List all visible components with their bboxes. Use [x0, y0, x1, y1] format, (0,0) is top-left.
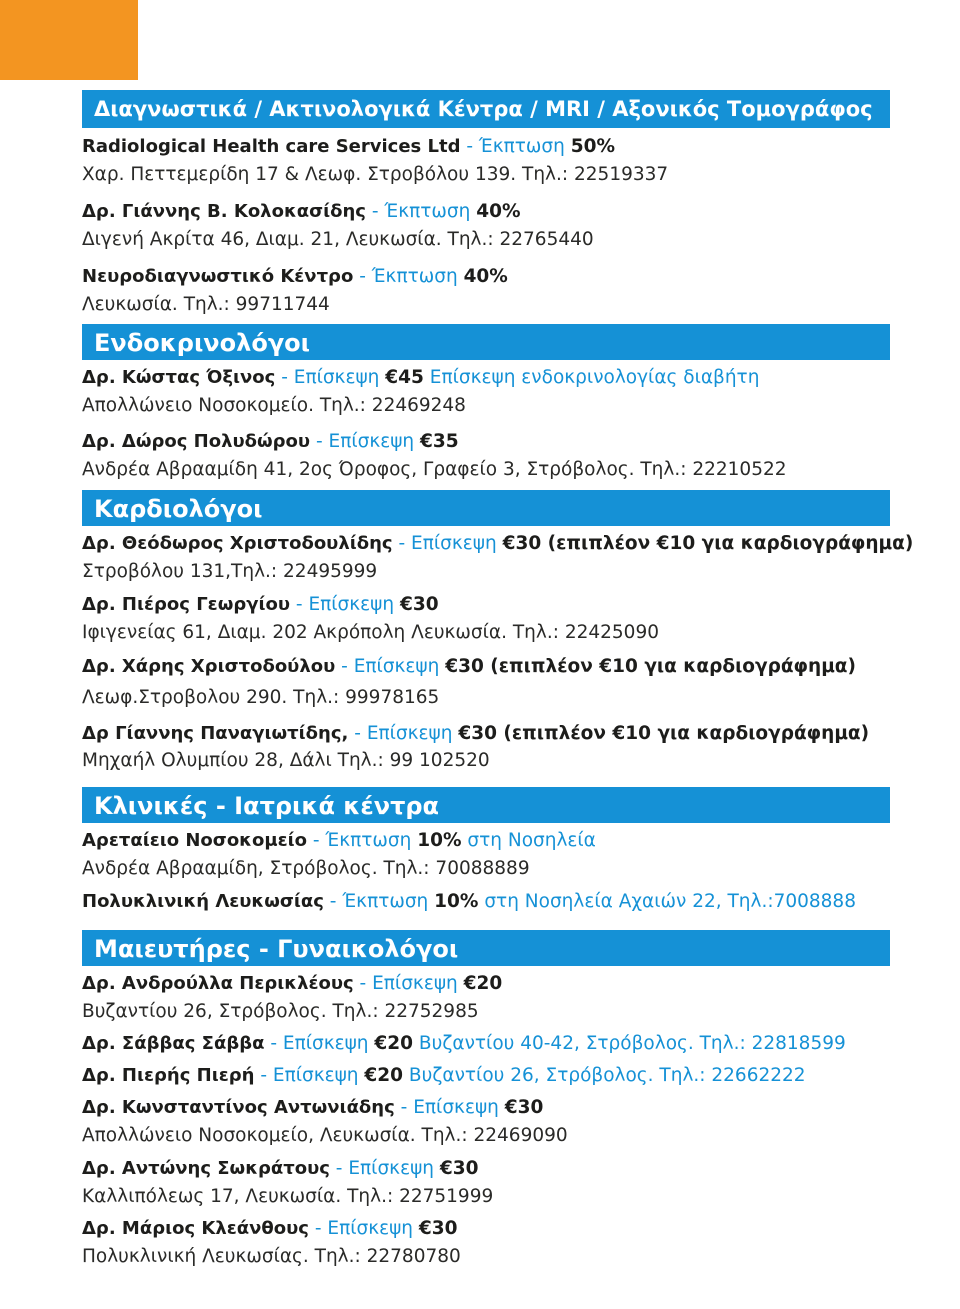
entry-sep: -: [353, 973, 373, 994]
entry-desc: Επίσκεψη: [366, 723, 459, 744]
entry-line: [82, 367, 890, 395]
entry-sep: -: [264, 1033, 283, 1054]
entry-desc: Έκπτωση: [384, 201, 477, 222]
entry-amount: €30: [439, 1158, 479, 1179]
entry-address: Απολλώνειο Νοσοκομείο, Λευκωσία. Τηλ.: 22469090: [82, 1125, 568, 1146]
entry-name: Δρ. Ανδρούλλα Περικλέους: [82, 973, 354, 994]
entry-line: [82, 533, 914, 561]
orange-corner-tab: [0, 0, 138, 80]
section-header-cardiologists: Καρδιολόγοι: [82, 490, 890, 526]
entry-address: Ιφιγενείας 61, Διαμ. 202 Ακρόπολη Λευκωσία. Τηλ.: 22425090: [82, 622, 659, 643]
entry-desc: Επίσκεψη: [308, 594, 400, 615]
entry-name: Δρ. Αντώνης Σωκράτους: [82, 1158, 330, 1179]
section-header-diagnostics: Διαγνωστικά / Ακτινολογικά Κέντρα / MRI / Αξονικός Τομογράφος: [82, 90, 890, 128]
entry-name: Δρ. Κώστας Όξινος: [82, 367, 276, 388]
entry-line: [82, 1218, 890, 1246]
entry-desc: Επίσκεψη: [272, 1065, 365, 1086]
entry-name: Αρεταίειο Νοσοκομείο: [82, 830, 307, 851]
entry-name: Δρ. Σάββας Σάββα: [82, 1033, 265, 1054]
entry-name: Δρ Γίαννης Παναγιωτίδης,: [82, 723, 349, 744]
entry-sep: -: [308, 1218, 328, 1239]
entry-amount: €30 (επιπλέον €10 για καρδιογράφημα): [502, 533, 914, 554]
entry-name: Δρ. Πιερής Πιερή: [82, 1065, 255, 1086]
entry-address: Ανδρέα Αβρααμίδη 41, 2ος Όροφος, Γραφείο 3, Στρόβολος. Τηλ.: 22210522: [82, 459, 787, 480]
entry-line: [82, 1033, 890, 1065]
entry-sep: -: [275, 367, 294, 388]
entry-amount: 40%: [476, 201, 521, 222]
entry-desc: Επίσκεψη: [413, 1097, 505, 1118]
entry-address: Λευκωσία. Τηλ.: 99711744: [82, 294, 330, 315]
section-header-endocrinologists: Ενδοκρινολόγοι: [82, 324, 890, 360]
entry-desc: Επίσκεψη: [328, 431, 421, 452]
entry-sep: -: [329, 1158, 349, 1179]
entry-line: [82, 973, 890, 1001]
entry-name: Δρ. Χάρης Χριστοδούλου: [82, 656, 336, 677]
entry-extra: Επίσκεψη ενδοκρινολογίας διαβήτη: [423, 367, 760, 388]
entry-extra: Βυζαντίου 40-42, Στρόβολος. Τηλ.: 22818599: [413, 1033, 846, 1054]
entry-name: Πολυκλινική Λευκωσίας: [82, 891, 324, 912]
entry-sep: -: [394, 1097, 414, 1118]
entry-line: [82, 431, 890, 459]
entry-name: Δρ. Μάριος Κλεάνθους: [82, 1218, 309, 1239]
entry-sep: -: [323, 891, 343, 912]
entry-line: [82, 830, 890, 858]
entry-extra: Βυζαντίου 26, Στρόβολος. Τηλ.: 22662222: [403, 1065, 806, 1086]
entry-sep: -: [306, 830, 326, 851]
entry-sep: -: [290, 594, 309, 615]
entry-address: Διγενή Ακρίτα 46, Διαμ. 21, Λευκωσία. Τηλ.: 22765440: [82, 229, 594, 250]
entry-amount: €30: [400, 594, 439, 615]
entry-line: [82, 594, 890, 622]
entry-amount: €20: [374, 1033, 414, 1054]
entry-desc: Έκπτωση: [325, 830, 418, 851]
entry-line: [82, 201, 890, 229]
entry-line: [82, 1158, 890, 1186]
entry-desc: Έκπτωση: [342, 891, 435, 912]
entry-address: Ανδρέα Αβρααμίδη, Στρόβολος. Τηλ.: 70088889: [82, 858, 530, 879]
entry-desc: Επίσκεψη: [372, 973, 464, 994]
entry-address: Πολυκλινική Λευκωσίας. Τηλ.: 22780780: [82, 1246, 461, 1267]
entry-line: [82, 891, 890, 930]
entry-extra: στη Νοσηλεία Αχαιών 22, Τηλ.:7008888: [478, 891, 856, 912]
entry-desc: Επίσκεψη: [348, 1158, 440, 1179]
entry-address: Στροβόλου 131,Τηλ.: 22495999: [82, 561, 378, 582]
entry-line: [82, 1097, 890, 1125]
entry-amount: €20: [463, 973, 503, 994]
entry-sep: -: [348, 723, 367, 744]
entry-address: Καλλιπόλεως 17, Λευκωσία. Τηλ.: 22751999: [82, 1186, 494, 1207]
section-header-clinics: Κλινικές - Ιατρικά κέντρα: [82, 787, 890, 823]
entry-desc: Επίσκεψη: [282, 1033, 375, 1054]
entry-sep: -: [460, 136, 479, 157]
entry-name: Δρ. Γιάννης Β. Κολοκασίδης: [82, 201, 366, 222]
entry-sep: -: [335, 656, 354, 677]
entry-amount: €30 (επιπλέον €10 για καρδιογράφημα): [445, 656, 856, 677]
entry-name: Νευροδιαγνωστικό Κέντρο: [82, 266, 354, 287]
entry-line: [82, 723, 890, 750]
entry-line: [82, 656, 890, 687]
entry-extra: στη Νοσηλεία: [461, 830, 596, 851]
entry-amount: 10%: [434, 891, 479, 912]
entry-address: Μηχαήλ Ολυμπίου 28, Δάλι Τηλ.: 99 102520: [82, 750, 490, 771]
entry-amount: €30: [504, 1097, 544, 1118]
entry-address: Χαρ. Πεττεμερίδη 17 & Λεωφ. Στροβόλου 139. Τηλ.: 22519337: [82, 164, 669, 185]
entry-amount: €35: [420, 431, 459, 452]
entry-line: [82, 266, 890, 294]
entry-sep: -: [254, 1065, 273, 1086]
entry-line: [82, 1065, 890, 1097]
entry-desc: Έκπτωση: [478, 136, 571, 157]
entry-address: Λεωφ.Στροβολου 290. Τηλ.: 99978165: [82, 687, 440, 708]
entry-desc: Επίσκεψη: [293, 367, 386, 388]
directory-content: [82, 90, 914, 1274]
entry-sep: -: [392, 533, 412, 554]
entry-address: Απολλώνειο Νοσοκομείο. Τηλ.: 22469248: [82, 395, 466, 416]
entry-amount: 10%: [417, 830, 462, 851]
entry-name: Δρ. Θεόδωρος Χριστοδουλίδης: [82, 533, 393, 554]
entry-sep: -: [365, 201, 385, 222]
entry-desc: Έκπτωση: [371, 266, 464, 287]
entry-sep: -: [310, 431, 329, 452]
entry-sep: -: [353, 266, 372, 287]
entry-name: Δρ. Κωνσταντίνος Αντωνιάδης: [82, 1097, 395, 1118]
entry-amount: €20: [364, 1065, 404, 1086]
entry-name: Δρ. Πιέρος Γεωργίου: [82, 594, 291, 615]
entry-amount: €30 (επιπλέον €10 για καρδιογράφημα): [458, 723, 870, 744]
entry-desc: Επίσκεψη: [327, 1218, 419, 1239]
entry-amount: €45: [385, 367, 424, 388]
section-header-gynecologists: Μαιευτήρες - Γυναικολόγοι: [82, 930, 890, 966]
entry-address: Βυζαντίου 26, Στρόβολος. Τηλ.: 22752985: [82, 1001, 479, 1022]
entry-amount: 40%: [463, 266, 508, 287]
entry-line: [82, 136, 890, 164]
entry-amount: €30: [418, 1218, 458, 1239]
entry-desc: Επίσκεψη: [353, 656, 446, 677]
entry-desc: Επίσκεψη: [411, 533, 503, 554]
entry-amount: 50%: [570, 136, 616, 157]
entry-name: Radiological Health care Services Ltd: [82, 136, 461, 157]
entry-name: Δρ. Δώρος Πολυδώρου: [82, 431, 311, 452]
